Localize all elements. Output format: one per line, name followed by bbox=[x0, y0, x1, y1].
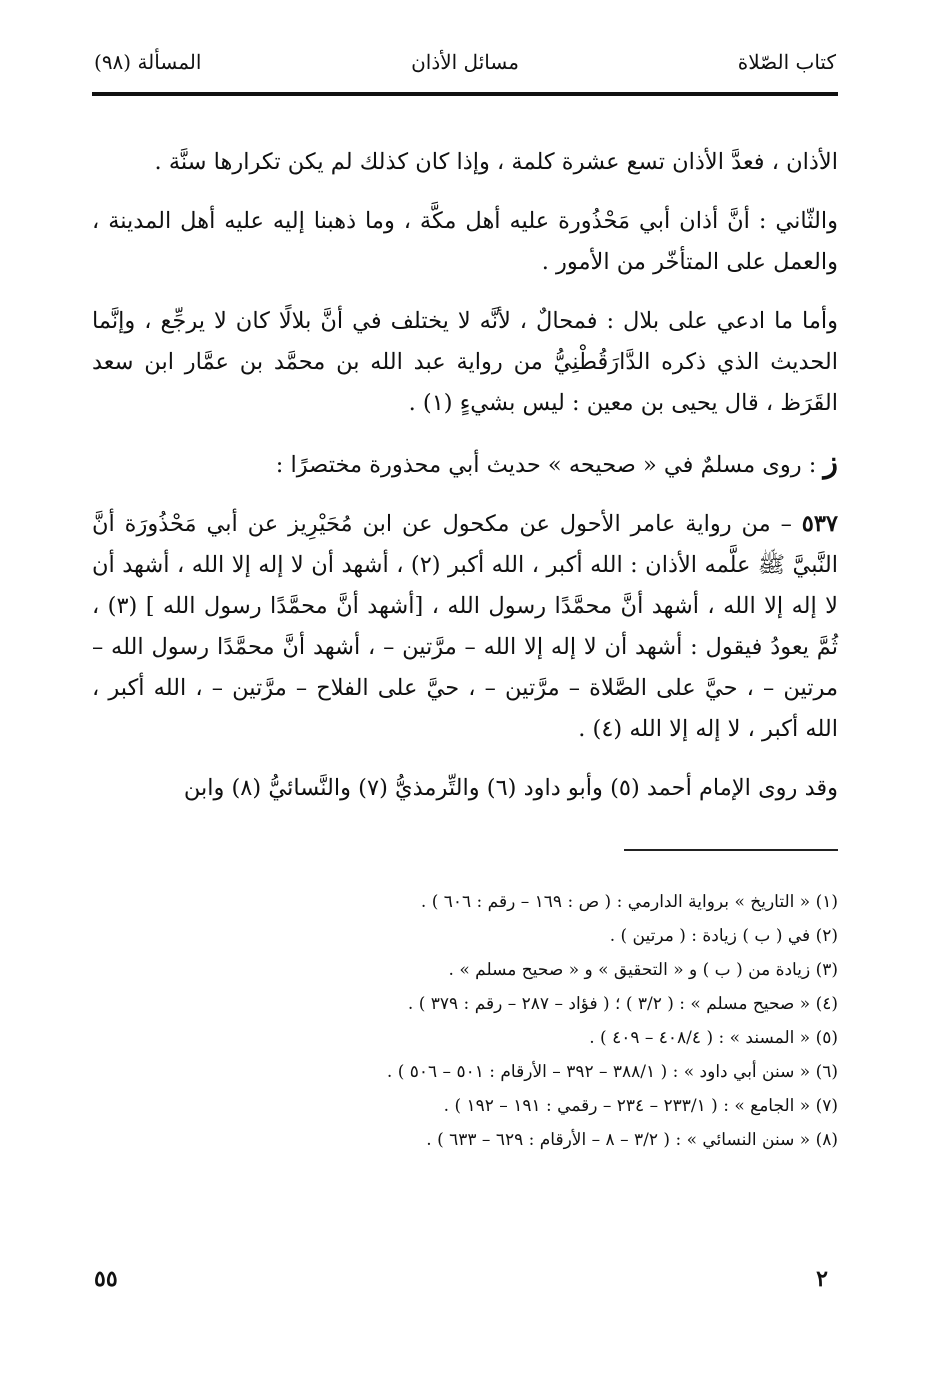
footnote: (٣) زيادة من ( ب ) و « التحقيق » و « صحيح مسلم » . bbox=[448, 960, 838, 980]
footnote: (٧) « الجامع » : ( ٢٣٣/١ – ٢٣٤ – رقمي : ١٩١ – ١٩٢ ) . bbox=[443, 1096, 838, 1116]
page-number: ٥٥ bbox=[94, 1266, 118, 1292]
chapter-title: مسائل الأذان bbox=[411, 50, 519, 74]
volume-number: ٢ bbox=[816, 1266, 828, 1292]
footnote: (٨) « سنن النسائي » : ( ٣/٢ – ٨ – الأرقام : ٦٢٩ – ٦٣٣ ) . bbox=[426, 1130, 838, 1150]
footnotes bbox=[92, 885, 838, 1157]
paragraph: الأذان ، فعدَّ الأذان تسع عشرة كلمة ، وإذا كان كذلك لم يكن تكرارها سنَّة . bbox=[154, 149, 838, 175]
header-rule bbox=[92, 92, 838, 96]
footnote-separator bbox=[624, 849, 838, 851]
paragraph: والثّاني : أنَّ أذان أبي مَحْذُورة عليه أهل مكَّة ، وما ذهبنا إليه عليه أهل المدينة ، والعمل على المتأخّر من الأمور . bbox=[92, 208, 838, 275]
main-text bbox=[92, 142, 838, 809]
issue-number: المسألة (٩٨) bbox=[94, 50, 202, 74]
paragraph: وقد روى الإمام أحمد (٥) وأبو داود (٦) والتِّرمذيُّ (٧) والنَّسائيُّ (٨) وابن bbox=[183, 775, 838, 801]
running-header bbox=[92, 40, 838, 84]
document-page bbox=[92, 40, 838, 1157]
footnote: (٦) « سنن أبي داود » : ( ٣٨٨/١ – ٣٩٢ – الأرقام : ٥٠١ – ٥٠٦ ) . bbox=[386, 1062, 838, 1082]
footnote-separator-area bbox=[92, 825, 838, 865]
page-footer bbox=[92, 1266, 838, 1306]
hadith-number: ٥٣٧ bbox=[801, 511, 838, 537]
zay-mark: ز bbox=[823, 445, 838, 480]
zay-note bbox=[92, 442, 838, 486]
footnote: (٢) في ( ب ) زيادة : ( مرتين ) . bbox=[609, 926, 838, 946]
footnote: (٥) « المسند » : ( ٤٠٨/٤ – ٤٠٩ ) . bbox=[589, 1028, 838, 1048]
book-title: كتاب الصّلاة bbox=[737, 50, 836, 74]
zay-text: : روى مسلمٌ في « صحيحه » حديث أبي محذورة مختصرًا : bbox=[275, 452, 817, 478]
paragraph: وأما ما ادعي على بلال : فمحالٌ ، لأنَّه لا يختلف في أنَّ بلالًا كان لا يرجِّع ، وإنَّما الحديث الذي ذكره الدَّارَقُطْنِيُّ من رواية عبد الله بن محمَّد بن عمَّار ابن سعد القَرَظ ، قال يحيى بن معين : ليس بشيءٍ (١) . bbox=[92, 308, 838, 416]
hadith-paragraph bbox=[92, 504, 838, 750]
footnote: (١) « التاريخ » برواية الدارمي : ( ص : ١٦٩ – رقم : ٦٠٦ ) . bbox=[420, 892, 838, 912]
hadith-text: – من رواية عامر الأحول عن مكحول عن ابن مُحَيْرِيز عن أبي مَحْذُورَة أنَّ النَّبيَّ ﷺ علَّمه الأذان : الله أكبر ، الله أكبر (٢) ، أشهد أن لا إله إلا الله ، أشهد أن لا إله إلا الله ، أشهد أنَّ محمَّدًا رسول الله ، [أشهد أنَّ محمَّدًا رسول الله ] (٣) ، ثُمَّ يعودُ فيقول : أشهد أن لا إله إلا الله – مرَّتين – ، أشهد أنَّ محمَّدًا رسول الله – مرتين – ، حيَّ على الصَّلاة – مرَّتين – ، حيَّ على الفلاح – مرَّتين – ، الله أكبر ، الله أكبر ، لا إله إلا الله (٤) . bbox=[92, 511, 838, 742]
footnote: (٤) « صحيح مسلم » : ( ٣/٢ ) ؛ ( فؤاد – ٢٨٧ – رقم : ٣٧٩ ) . bbox=[407, 994, 838, 1014]
